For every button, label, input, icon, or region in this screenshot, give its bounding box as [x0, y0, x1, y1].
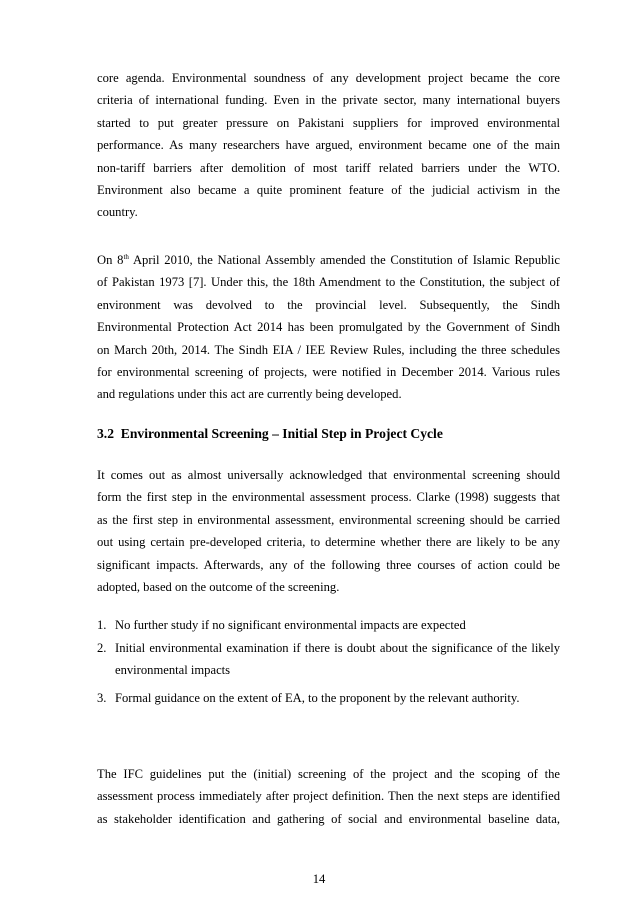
text-line: and regulations under this act are currently being developed.	[97, 387, 402, 402]
list-text: Initial environmental examination if there is doubt about the significance of the likely	[115, 641, 560, 655]
text-line: country.	[97, 205, 138, 220]
list-text: Formal guidance on the extent of EA, to the proponent by the relevant authority.	[115, 691, 520, 705]
list-item	[97, 687, 560, 709]
section-heading: 3.2 Environmental Screening – Initial Step in Project Cycle	[97, 426, 443, 441]
text-line: form the first step in the environmental assessment process. Clarke (1998) suggests that	[97, 490, 560, 505]
text-line: started to put greater pressure on Pakistani suppliers for improved environmental	[97, 115, 560, 130]
page-number: 14	[312, 872, 326, 886]
list-text: environmental impacts	[115, 663, 231, 678]
text: April 2010, the National Assembly amended the Constitution of Islamic Republic	[128, 253, 561, 267]
paragraph-3	[97, 464, 560, 598]
text-line: Environmental Protection Act 2014 has been promulgated by the Government of Sindh	[97, 320, 560, 335]
text-line: environment was devolved to the provincial level. Subsequently, the Sindh	[97, 297, 560, 312]
list-text: No further study if no significant environmental impacts are expected	[115, 618, 466, 632]
text-line: It comes out as almost universally acknowledged that environmental screening should	[97, 468, 560, 482]
text-line: out using certain pre-developed criteria, to determine whether there are likely to be any	[97, 535, 560, 550]
text-line: on March 20th, 2014. The Sindh EIA / IEE Review Rules, including the three schedules	[97, 342, 560, 357]
text-line: of Pakistan 1973 [7]. Under this, the 18th Amendment to the Constitution, the subject of	[97, 275, 560, 290]
text-line: adopted, based on the outcome of the screening.	[97, 579, 340, 594]
list-number: 2.	[97, 641, 107, 655]
text: On 8	[97, 253, 124, 267]
text-line: assessment process immediately after project definition. Then the next steps are identified	[97, 789, 560, 804]
text-line	[97, 249, 560, 271]
text-line: Environment also became a quite prominent feature of the judicial activism in the	[97, 182, 560, 197]
list-number: 3.	[97, 691, 107, 705]
text-line: for environmental screening of projects, were notified in December 2014. Various rules	[97, 364, 560, 379]
superscript: th	[123, 252, 129, 261]
text-line: significant impacts. Afterwards, any of the following three courses of action could be	[97, 557, 560, 572]
list-number: 1.	[97, 618, 107, 632]
paragraph-4	[97, 763, 560, 830]
paragraph-1	[97, 67, 560, 224]
text-line: non-tariff barriers after demolition of most tariff related barriers under the WTO.	[97, 160, 560, 175]
text-line: core agenda. Environmental soundness of any development project became the core	[97, 71, 560, 85]
list-item	[97, 614, 560, 636]
text-line: The IFC guidelines put the (initial) screening of the project and the scoping of the	[97, 767, 560, 781]
paragraph-2	[97, 249, 560, 406]
list-item	[97, 637, 560, 682]
text-line: as the first step in environmental assessment, environmental screening should be carried	[97, 512, 560, 527]
text-line: criteria of international funding. Even in the private sector, many international buyers	[97, 93, 560, 108]
text-line: as stakeholder identification and gathering of social and environmental baseline data,	[97, 811, 560, 826]
text-line: performance. As many researchers have argued, environment became one of the main	[97, 138, 560, 153]
